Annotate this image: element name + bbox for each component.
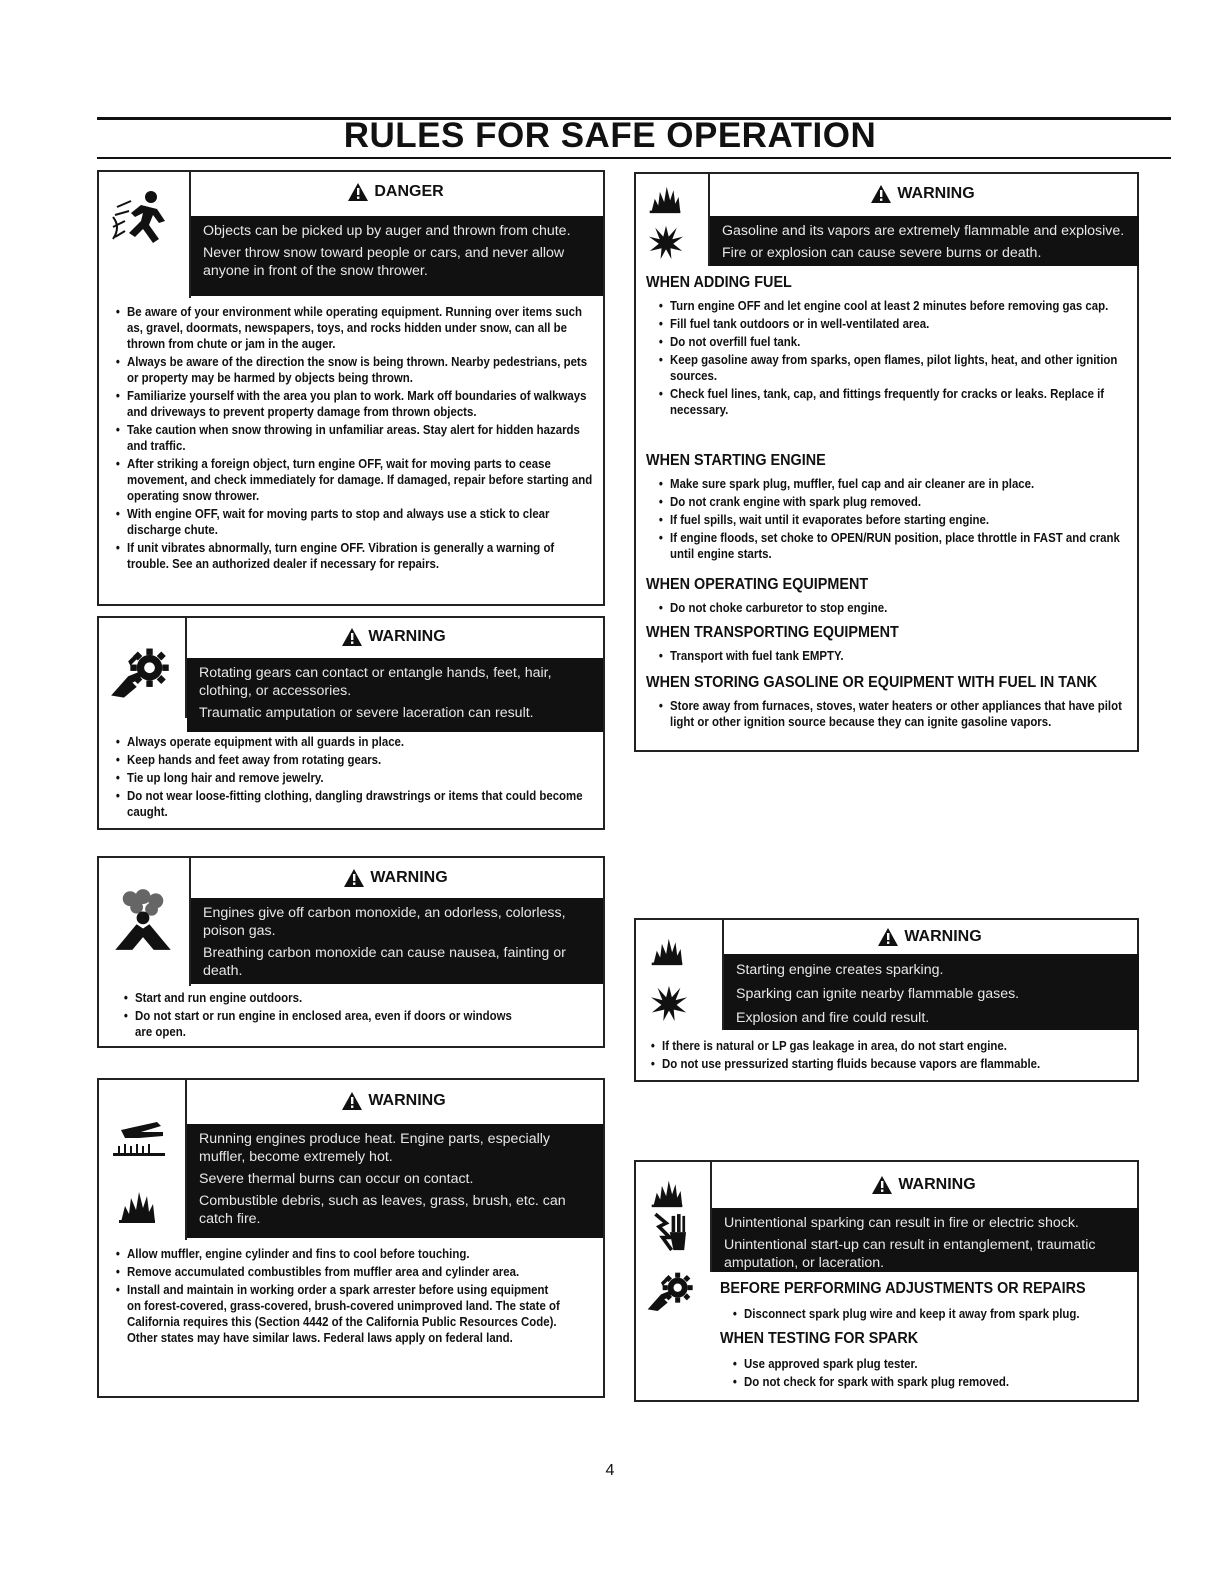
warning-header	[187, 1082, 601, 1120]
section-heading: WHEN STARTING ENGINE	[646, 452, 826, 469]
title-rule	[97, 157, 1171, 159]
warning-unintentional-box	[634, 1160, 1139, 1402]
danger-message-block	[191, 216, 603, 296]
list-item: • Be aware of your environment while operating equipment. Running over items such as, gravel, doormats, newspapers, toys, and rocks hidden under snow, can all be thrown from chute or jam in the auger.	[115, 304, 597, 352]
warning-message: Severe thermal burns can occur on contact.	[199, 1171, 474, 1187]
warning-alert-icon	[878, 928, 898, 946]
fire-icon	[650, 932, 684, 966]
list-item: • Turn engine OFF and let engine cool at least 2 minutes before removing gas cap.	[658, 298, 1140, 314]
explosion-icon	[650, 984, 688, 1022]
fuel-operating-list	[658, 600, 1140, 618]
section-heading: WHEN STORING GASOLINE OR EQUIPMENT WITH FUEL IN TANK	[646, 674, 1098, 691]
list-item: • Do not choke carburetor to stop engine.	[658, 600, 1140, 616]
hot-surface-icon	[111, 1116, 171, 1156]
warning-sparking-box	[634, 918, 1139, 1082]
list-item: • Remove accumulated combustibles from muffler area and cylinder area.	[115, 1264, 562, 1280]
warning-signal-word: WARNING	[898, 1176, 976, 1193]
list-item: • Do not crank engine with spark plug removed.	[658, 494, 1140, 510]
warning-header	[191, 860, 601, 896]
list-item: • Always operate equipment with all guards in place.	[115, 734, 597, 750]
list-item: • Transport with fuel tank EMPTY.	[658, 648, 1140, 664]
danger-alert-icon	[348, 183, 368, 201]
section-heading: WHEN TESTING FOR SPARK	[720, 1330, 919, 1347]
fuel-starting-list	[658, 476, 1140, 564]
section-heading: BEFORE PERFORMING ADJUSTMENTS OR REPAIRS	[720, 1280, 1086, 1297]
warning-alert-icon	[342, 628, 362, 646]
warning-message: Starting engine creates sparking.	[736, 962, 944, 978]
section-heading: WHEN OPERATING EQUIPMENT	[646, 576, 869, 593]
electric-shock-icon	[650, 1210, 686, 1256]
list-item: • With engine OFF, wait for moving parts to stop and always use a stick to clear discharge chute.	[115, 506, 597, 538]
section-heading: WHEN ADDING FUEL	[646, 274, 792, 291]
warning-alert-icon	[342, 1092, 362, 1110]
list-item: • If there is natural or LP gas leakage in area, do not start engine.	[650, 1038, 1132, 1054]
warning-message: Breathing carbon monoxide can cause nausea, fainting or death.	[203, 945, 566, 979]
warning-message: Unintentional sparking can result in fire or electric shock.	[724, 1215, 1079, 1231]
warning-signal-word: WARNING	[370, 869, 448, 886]
list-item: • Keep hands and feet away from rotating gears.	[115, 752, 597, 768]
warning-signal-word: WARNING	[897, 185, 975, 202]
warning-message: Explosion and fire could result.	[736, 1010, 930, 1026]
gear-entanglement-icon	[646, 1266, 696, 1316]
warning-header	[187, 620, 601, 654]
fuel-adding-list	[658, 298, 1140, 420]
danger-header	[191, 174, 601, 210]
warning-message-block	[712, 1208, 1139, 1272]
page-number: 4	[605, 1462, 615, 1479]
warning-message: Traumatic amputation or severe laceration can result.	[199, 705, 534, 721]
list-item: • Disconnect spark plug wire and keep it away from spark plug.	[732, 1306, 1136, 1322]
warning-fuel-box	[634, 172, 1139, 752]
explosion-icon	[648, 224, 684, 260]
warning-co-box	[97, 856, 605, 1048]
warning-bullet-list	[115, 734, 597, 822]
warning-header	[710, 176, 1136, 212]
list-item: • If unit vibrates abnormally, turn engine OFF. Vibration is generally a warning of trouble. See an authorized dealer if necessary for repairs.	[115, 540, 597, 572]
fire-icon	[117, 1184, 157, 1224]
fire-icon	[648, 180, 682, 214]
danger-thrown-box	[97, 170, 605, 606]
warning-gears-box	[97, 616, 605, 830]
warning-message: Running engines produce heat. Engine parts, especially muffler, become extremely hot.	[199, 1131, 550, 1165]
list-item: • If engine floods, set choke to OPEN/RUN position, place throttle in FAST and crank until engine starts.	[658, 530, 1140, 562]
warning-message: Unintentional start-up can result in entanglement, traumatic amputation, or laceration.	[724, 1237, 1096, 1271]
warning-header	[724, 922, 1136, 952]
fuel-storing-list	[658, 698, 1140, 732]
warning-message: Sparking can ignite nearby flammable gases.	[736, 986, 1020, 1002]
list-item: • Allow muffler, engine cylinder and fins to cool before touching.	[115, 1246, 562, 1262]
warning-message: Fire or explosion can cause severe burns or death.	[722, 245, 1042, 261]
warning-signal-word: WARNING	[368, 1092, 446, 1109]
section-heading: WHEN TRANSPORTING EQUIPMENT	[646, 624, 899, 641]
list-item: • Store away from furnaces, stoves, water heaters or other appliances that have pilot light or other ignition source because they can ignite gasoline vapors.	[658, 698, 1140, 730]
fuel-transporting-list	[658, 648, 1140, 666]
warning-alert-icon	[872, 1176, 892, 1194]
list-item: • Do not check for spark with spark plug removed.	[732, 1374, 1136, 1390]
warning-message: Combustible debris, such as leaves, grass, brush, etc. can catch fire.	[199, 1193, 566, 1227]
warning-header	[712, 1164, 1136, 1206]
list-item: • Check fuel lines, tank, cap, and fittings frequently for cracks or leaks. Replace if necessary.	[658, 386, 1140, 418]
list-item: • Do not use pressurized starting fluids because vapors are flammable.	[650, 1056, 1132, 1072]
danger-message: Never throw snow toward people or cars, and never allow anyone in front of the snow thrower.	[203, 245, 565, 279]
list-item: • Start and run engine outdoors.	[123, 990, 519, 1006]
list-item: • Do not wear loose-fitting clothing, dangling drawstrings or items that could become caught.	[115, 788, 597, 820]
list-item: • Keep gasoline away from sparks, open flames, pilot lights, heat, and other ignition sources.	[658, 352, 1140, 384]
adjustments-list	[732, 1306, 1136, 1324]
list-item: • After striking a foreign object, turn engine OFF, wait for moving parts to cease movement, and check immediately for damage. If damaged, repair before starting and operating snow thrower.	[115, 456, 597, 504]
warning-message: Rotating gears can contact or entangle hands, feet, hair, clothing, or accessories.	[199, 665, 552, 699]
warning-alert-icon	[871, 185, 891, 203]
warning-bullet-list	[650, 1038, 1132, 1074]
warning-message-block	[187, 658, 603, 732]
testing-spark-list	[732, 1356, 1136, 1392]
warning-alert-icon	[344, 869, 364, 887]
page-title: RULES FOR SAFE OPERATION	[343, 116, 877, 155]
warning-bullet-list	[115, 1246, 562, 1348]
warning-message: Gasoline and its vapors are extremely flammable and explosive.	[722, 223, 1125, 239]
list-item: • Take caution when snow throwing in unfamiliar areas. Stay alert for hidden hazards and traffic.	[115, 422, 597, 454]
list-item: • Use approved spark plug tester.	[732, 1356, 1136, 1372]
warning-signal-word: WARNING	[368, 628, 446, 645]
danger-signal-word: DANGER	[374, 183, 444, 200]
list-item: • Do not overfill fuel tank.	[658, 334, 1140, 350]
thrown-objects-icon	[111, 187, 181, 257]
warning-message: Engines give off carbon monoxide, an odorless, colorless, poison gas.	[203, 905, 566, 939]
warning-bullet-list	[123, 990, 519, 1042]
warning-message-block	[191, 898, 603, 984]
warning-message-block	[724, 954, 1139, 1030]
warning-heat-box	[97, 1078, 605, 1398]
list-item: • Tie up long hair and remove jewelry.	[115, 770, 597, 786]
danger-bullet-list	[115, 304, 597, 574]
list-item: • Familiarize yourself with the area you plan to work. Mark off boundaries of walkways and driveways to prevent property damage from thrown objects.	[115, 388, 597, 420]
warning-message-block	[187, 1124, 603, 1238]
list-item: • Fill fuel tank outdoors or in well-ventilated area.	[658, 316, 1140, 332]
toxic-gas-icon	[111, 888, 175, 952]
fire-icon	[650, 1174, 684, 1208]
gear-entanglement-icon	[109, 640, 173, 704]
list-item: • Always be aware of the direction the snow is being thrown. Nearby pedestrians, pets or property may be harmed by objects being thrown.	[115, 354, 597, 386]
danger-message: Objects can be picked up by auger and thrown from chute.	[203, 223, 571, 239]
list-item: • Install and maintain in working order a spark arrester before using equipment on forest-covered, grass-covered, brush-covered unimproved land. The state of California requires this (Section 4442 of the California Public Resources Code). Other states may have similar laws. Federal laws apply on federal land.	[115, 1282, 562, 1346]
list-item: • If fuel spills, wait until it evaporates before starting engine.	[658, 512, 1140, 528]
list-item: • Do not start or run engine in enclosed area, even if doors or windows are open.	[123, 1008, 519, 1040]
list-item: • Make sure spark plug, muffler, fuel cap and air cleaner are in place.	[658, 476, 1140, 492]
warning-message-block	[710, 216, 1139, 266]
warning-signal-word: WARNING	[904, 928, 982, 945]
